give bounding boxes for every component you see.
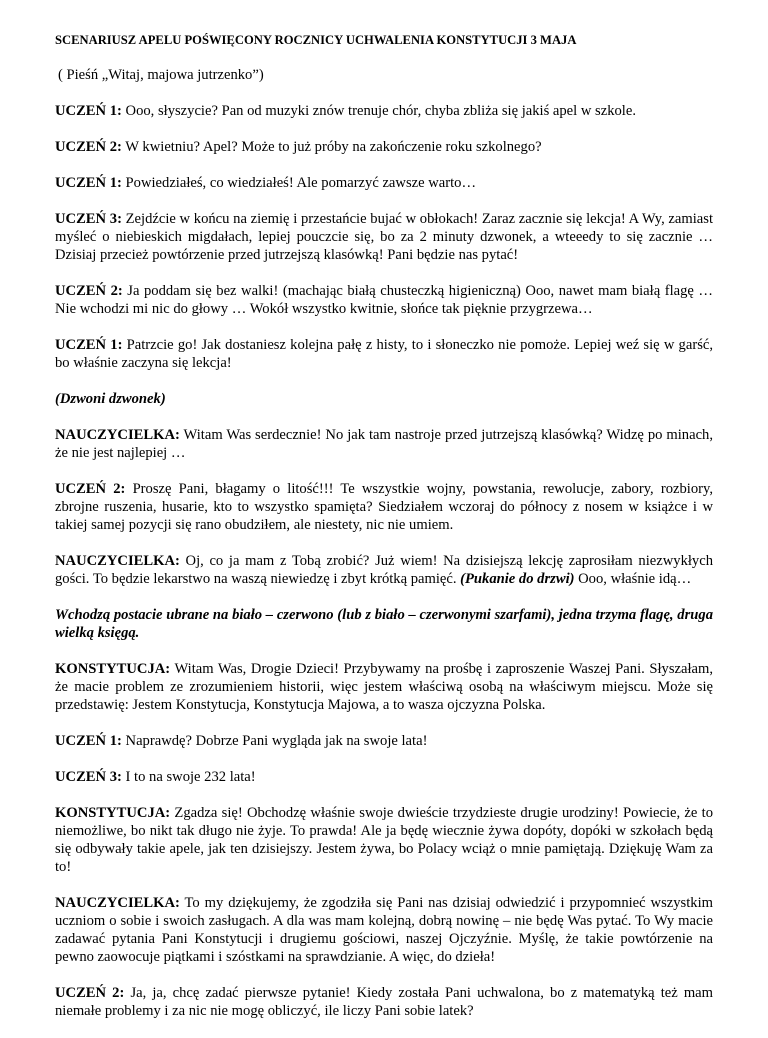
speaker: UCZEŃ 1: bbox=[55, 733, 122, 749]
speaker: NAUCZYCIELKA: bbox=[55, 553, 180, 569]
speaker: UCZEŃ 1: bbox=[55, 337, 123, 353]
speaker: UCZEŃ 2: bbox=[55, 985, 125, 1001]
dialogue-line bbox=[55, 894, 713, 966]
line-text-after: Ooo, właśnie idą… bbox=[574, 571, 692, 587]
dialogue-line bbox=[55, 804, 713, 876]
dialogue-line bbox=[55, 138, 713, 156]
speaker: UCZEŃ 2: bbox=[55, 481, 126, 497]
stage-direction: Wchodzą postacie ubrane na biało – czerwono (lub z biało – czerwonymi szarfami), jedna trzyma flagę, druga wielką księgą. bbox=[55, 607, 713, 641]
dialogue-line bbox=[55, 174, 713, 192]
speaker: UCZEŃ 1: bbox=[55, 175, 122, 191]
speaker: UCZEŃ 3: bbox=[55, 211, 122, 227]
line-text: Witam Was, Drogie Dzieci! Przybywamy na prośbę i zaproszenie Waszej Pani. Słyszałam, że macie problem ze zrozumieniem historii, więc jestem właściwą osobą na właściwym miejscu. Może się przedstawię: Jestem Konstytucja, Konstytucja Majowa, a to wasza ojczyzna Polska. bbox=[55, 661, 713, 713]
speaker: UCZEŃ 1: bbox=[55, 103, 122, 119]
line-text: Patrzcie go! Jak dostaniesz kolejna pałę z histy, to i słoneczko nie pomoże. Lepiej weź się w garść, bo właśnie zaczyna się lekcja! bbox=[55, 337, 713, 371]
dialogue-line bbox=[55, 426, 713, 462]
line-text: Zgadza się! Obchodzę właśnie swoje dwieście trzydzieste drugie urodziny! Powiecie, że to niemożliwe, bo nikt tak długo nie żyje. To prawda! Ale ja będę wiecznie żywa dopóty, dopóki w szkołach będą się odbywały takie apele, jak ten dzisiejszy. Jestem żywa, bo Polacy wciąż o mnie pamiętają. Dziękuję Wam za to! bbox=[55, 805, 713, 875]
line-text: Ja, ja, chcę zadać pierwsze pytanie! Kiedy została Pani uchwalona, bo z matematyką też mam niemałe problemy i za nic nie mogę obliczyć, ile liczy Pani sobie latek? bbox=[55, 985, 714, 1019]
speaker: UCZEŃ 2: bbox=[55, 139, 122, 155]
line-text: Proszę Pani, błagamy o litość!!! Te wszystkie wojny, powstania, rewolucje, zabory, rozbiory, zbrojne ruszenia, husarie, kto to wszystko spamięta? Siedziałem wczoraj do północy z nosem w książce i w takiej samej pozycji się rano obudziłem, ale niestety, nic nie umiem. bbox=[55, 481, 713, 533]
speaker: NAUCZYCIELKA: bbox=[55, 895, 180, 911]
line-text: To my dziękujemy, że zgodziła się Pani nas dzisiaj odwiedzić i przypomnieć wszystkim uczniom o sobie i swoich zasługach. A dla was mam kolejną, dobrą nowinę – nie będę Was pytać. To Wy macie zadawać pytania Pani Konstytucji i drugiemu gościowi, naszej Ojczyźnie. Myślę, że takie powtórzenie na pewno zaowocuje piątkami i szóstkami na sprawdzianie. A więc, do dzieła! bbox=[55, 895, 713, 965]
dialogue-line bbox=[55, 552, 713, 588]
speaker: UCZEŃ 2: bbox=[55, 283, 123, 299]
dialogue-line bbox=[55, 660, 713, 714]
line-text: Naprawdę? Dobrze Pani wygląda jak na swoje lata! bbox=[121, 733, 428, 749]
dialogue-line bbox=[55, 768, 713, 786]
dialogue-line bbox=[55, 102, 713, 120]
line-text: Ooo, słyszycie? Pan od muzyki znów trenuje chór, chyba zbliża się jakiś apel w szkole. bbox=[121, 103, 636, 119]
dialogue-line bbox=[55, 336, 713, 372]
dialogue-line bbox=[55, 480, 713, 534]
bell-direction: (Dzwoni dzwonek) bbox=[55, 391, 166, 407]
song-note: ( Pieśń „Witaj, majowa jutrzenko”) bbox=[58, 67, 264, 83]
dialogue-line bbox=[55, 282, 713, 318]
speaker: UCZEŃ 3: bbox=[55, 769, 122, 785]
document-body bbox=[55, 31, 713, 1038]
speaker: NAUCZYCIELKA: bbox=[55, 427, 180, 443]
dialogue-line bbox=[55, 984, 713, 1020]
dialogue-line bbox=[55, 732, 713, 750]
document-title: SCENARIUSZ APELU POŚWIĘCONY ROCZNICY UCHWALENIA KONSTYTUCJI 3 MAJA bbox=[55, 33, 577, 47]
dialogue-line bbox=[55, 210, 713, 264]
inline-direction: (Pukanie do drzwi) bbox=[460, 571, 575, 587]
speaker: KONSTYTUCJA: bbox=[55, 805, 171, 821]
line-text: Ja poddam się bez walki! (machając białą chusteczką higieniczną) Ooo, nawet mam białą flagę … Nie wchodzi mi nic do głowy … Wokół wszystko kwitnie, słońce tak pięknie przygrzewa… bbox=[55, 283, 713, 317]
line-text: W kwietniu? Apel? Może to już próby na zakończenie roku szkolnego? bbox=[121, 139, 542, 155]
line-text: Powiedziałeś, co wiedziałeś! Ale pomarzyć zawsze warto… bbox=[121, 175, 477, 191]
speaker: KONSTYTUCJA: bbox=[55, 661, 171, 677]
line-text: Witam Was serdecznie! No jak tam nastroje przed jutrzejszą klasówką? Widzę po minach, że nie jest najlepiej … bbox=[55, 427, 713, 461]
line-text: Zejdźcie w końcu na ziemię i przestańcie bujać w obłokach! Zaraz zacznie się lekcja! A Wy, zamiast myśleć o niebieskich migdałach, lepiej pouczcie się, bo za 2 minuty dzwonek, a wteeedy to się zacznie … Dzisiaj przecież powtórzenie przed jutrzejszą klasówką! Pani będzie nas pytać! bbox=[55, 211, 713, 263]
line-text: Oj, co ja mam z Tobą zrobić? Już wiem! Na dzisiejszą lekcję zaprosiłam niezwykłych gości. To będzie lekarstwo na waszą niewiedzę i zbyt krótką pamięć. bbox=[55, 553, 713, 587]
line-text: I to na swoje 232 lata! bbox=[121, 769, 256, 785]
